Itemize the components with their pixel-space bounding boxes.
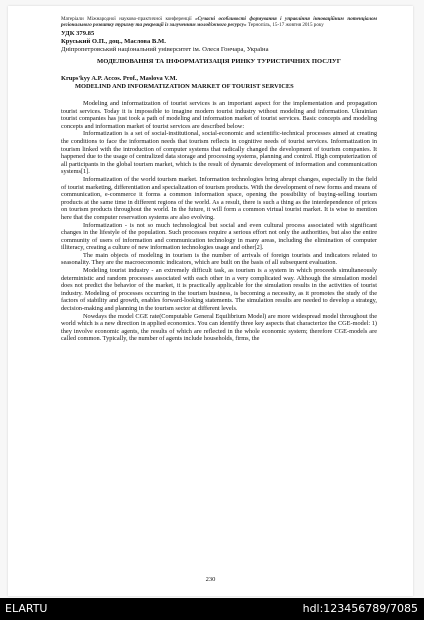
paragraph: Informatization - is not so much technological but social and even cultural process associated with significant changes in the lifestyle of the population. Such processes require a serious effort not only the authorities, but also the entire community of users of information and communication technology in many areas, including the elimination of computer illiteracy, creating a culture of new information technologies usage and other[2]. [61,221,377,252]
article-body [61,100,377,343]
article-title-en: MODELIND AND INFORMATIZATION MARKET OF TOURIST SERVICES [75,82,294,90]
repository-name: ELARTU [5,602,48,615]
paragraph: Nowdays the model CGE rate(Computable General Equilibrium Model) are more widespread model throughout the world which is a new direction in applied economics. You can identify three key aspects that characterize the CGE-model: 1) they involve economic agents, the results of which are reflected in the whole economic system; therefore CGE-models are called common. Typically, the number of agents include households, firms, the [61,312,377,343]
authors-en: Krups'kyy A.P. Accos. Prof., Maslova V.M. [61,75,178,82]
header-line: Матеріали Міжнародної науково-практичної конференції [61,16,192,22]
conference-title: «Сучасні особливості формування і управління інноваційним потенціалом регіонального розвитку туризму та рекреації із залученням молодіжного ресурсу» [61,16,377,28]
paragraph: Informatization of the world tourism market. Information technologies bring abrupt changes, especially in the field of tourist marketing, differentiation and specialization of tourism products. With the development of new forms and means of communication, e-commerce it forms a common information space, opening the possibility of buying-selling tourism products at the same time in different regions of the world. As a result, there is such a thing as the interdependence of prices on tourism products throughout the world. In the future, it will form a common virtual tourist market. It is wise to mention here that the computer reservation systems are also evolving. [61,175,377,221]
paragraph: The main objects of modeling in tourism is the number of arrivals of foreign tourists and indicators related to seasonality. They are the macroeconomic indicators, which are built on the basis of all subsequent evaluation. [61,251,377,267]
udk-code: УДК 379.85 [61,30,95,37]
page-content [61,16,377,343]
paragraph: Modeling tourist industry - an extremely difficult task, as tourism is a system in which proceeds simultaneously deterministic and random processes associated with each other in a very complicated way. Although the simulation model does not predict the behavior of the market, it is practically applicable for the simulation results in the activities of tourist industry. Modeling of processes occurring in the tourism business, is becoming a necessity, as it promotes the study of the factors of stability and growth, enables forward-looking statements. The simulation results are needed to develop a strategy, decision-making and planning in the tourism sector at different levels. [61,267,377,313]
handle-identifier[interactable]: hdl:123456789/7085 [302,602,418,615]
affiliation: Дніпропетровський національний університет ім. Олеся Гончара, Україна [61,46,269,53]
running-header [61,16,377,28]
paragraph: Modeling and informatization of tourist services is an important aspect for the implementation and propagation tourist services. Today it is impossible to imagine modern tourist industry without modeling and information. Ukrainian tourist companies has just took a path of modeling and information market of tourist services. Basic concepts and modeling concepts and information market of tourist services are described below: [61,100,377,130]
repository-footer-bar [0,598,424,620]
article-title-ua: МОДЕЛЮВАННЯ ТА ІНФОРМАТИЗАЦІЯ РИНКУ ТУРИСТИЧНИХ ПОСЛУГ [96,58,342,65]
header-place-date: Тернопіль, 15-17 жовтня 2015 року [247,22,324,28]
page-number: 230 [205,576,216,583]
paragraph: Informatization is a set of social-institutional, social-economic and scientific-technical processes aimed at creating the conditions to face the information needs that tourism reflects in cognitive needs of tourist services. Informatization in tourism linked with the introduction of computer systems that radically changed the development of tourism companies. It happened due to the usage of centralized data storage and processing systems, planning and control. High computerization of all participants in the global tourism market, which is the result of dynamic development of information and communication systems[1]. [61,130,377,176]
authors-ua: Круський О.П., доц., Маслова В.М. [61,38,166,45]
document-page [8,6,413,596]
